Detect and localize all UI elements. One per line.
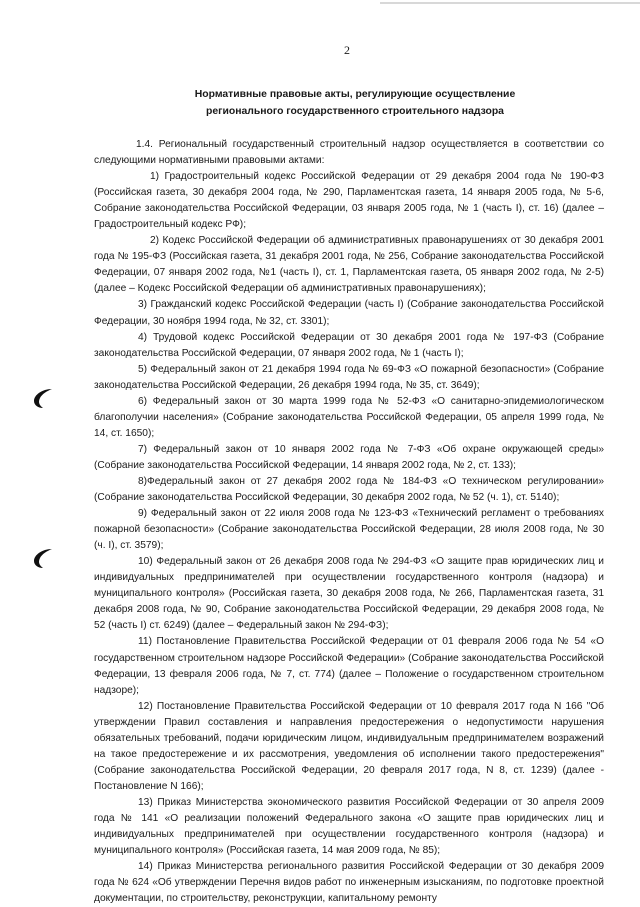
hole-punch-mark-lower: [30, 546, 56, 572]
hole-punch-mark-upper: [30, 386, 56, 412]
document-body: [94, 137, 604, 907]
paragraph-intro: 1.4. Региональный государственный строительный надзор осуществляется в соответствии со следующими нормативными правовыми актами:: [94, 139, 604, 167]
page-number: 2: [344, 43, 350, 57]
paragraph-item-1: 1) Градостроительный кодекс Российской Федерации от 29 декабря 2004 года № 190-ФЗ (Российская газета, 30 декабря 2004 года, № 290, Парламентская газета, 14 января 2005 года, № 5-6, Собрание законодательства Российской Федерации, 03 января 2005 года, № 1 (часть I), ст. 16) (далее – Градостроительный кодекс РФ);: [94, 171, 604, 231]
paragraph-item-11: 11) Постановление Правительства Российской Федерации от 01 февраля 2006 года № 54 «О государственном строительном надзоре Российской Федерации» (Собрание законодательства Российской Федерации, 13 февраля 2006 года, № 7, ст. 774) (далее – Положение о государственном строительном надзоре);: [94, 636, 604, 696]
paragraph-item-10: 10) Федеральный закон от 26 декабря 2008 года № 294-ФЗ «О защите прав юридических лиц и индивидуальных предпринимателей при осуществлении государственного контроля (надзора) и муниципального контроля» (Российская газета, 30 декабря 2008 года, № 266, Парламентская газета, 31 декабря 2008 года, № 90, Собрание законодательства Российской Федерации, 29 декабря 2008 года, № 52 (часть I) ст. 6249) (далее – Федеральный закон № 294-ФЗ);: [94, 556, 604, 632]
paragraph-item-4: 4) Трудовой кодекс Российской Федерации от 30 декабря 2001 года № 197-ФЗ (Собрание законодательства Российской Федерации, 07 января 2002 года, № 1 (часть I);: [94, 331, 604, 359]
paragraph-item-2: 2) Кодекс Российской Федерации об административных правонарушениях от 30 декабря 2001 года № 195-ФЗ (Российская газета, 31 декабря 2001 года, № 256, Собрание законодательства Российской Федерации, 07 января 2002 года, №1 (часть I), ст. 1, Парламентская газета, 05 января 2002 года, № 2-5) (далее – Кодекс Российской Федерации об административных правонарушениях);: [94, 235, 604, 295]
paragraph-item-14: 14) Приказ Министерства регионального развития Российской Федерации от 30 декабря 2009 года № 624 «Об утверждении Перечня видов работ по инженерным изысканиям, по подготовке проектной документации, по строительству, реконструкции, капитальному ремонту: [94, 861, 604, 905]
paragraph-item-5: 5) Федеральный закон от 21 декабря 1994 года № 69-ФЗ «О пожарной безопасности» (Собрание законодательства Российской Федерации, 26 декабря 1994 года, № 35, ст. 3649);: [94, 363, 604, 391]
document-heading: [150, 87, 560, 120]
heading-line-1: Нормативные правовые акты, регулирующие осуществление: [194, 89, 516, 100]
paragraph-item-7: 7) Федеральный закон от 10 января 2002 года № 7-ФЗ «Об охране окружающей среды» (Собрание законодательства Российской Федерации, 14 января 2002 года, № 2, ст. 133);: [94, 443, 604, 471]
paragraph-item-3: 3) Гражданский кодекс Российской Федерации (часть I) (Собрание законодательства Российской Федерации, 30 ноября 1994 года, № 32, ст. 3301);: [94, 299, 604, 327]
paragraph-item-6: 6) Федеральный закон от 30 марта 1999 года № 52-ФЗ «О санитарно-эпидемиологическом благополучии населения» (Собрание законодательства Российской Федерации, 05 апреля 1999 года, № 14, ст. 1650);: [94, 395, 604, 439]
paragraph-item-9: 9) Федеральный закон от 22 июля 2008 года № 123-ФЗ «Технический регламент о требованиях пожарной безопасности» (Собрание законодательства Российской Федерации, 28 июля 2008 года, № 30 (ч. I), ст. 3579);: [94, 508, 604, 552]
heading-line-2: регионального государственного строительного надзора: [206, 105, 504, 117]
paragraph-item-13: 13) Приказ Министерства экономического развития Российской Федерации от 30 апреля 2009 года № 141 «О реализации положений Федерального закона «О защите прав юридических лиц и индивидуальных предпринимателей при осуществлении государственного контроля (надзора) и муниципального контроля» (Российская газета, 14 мая 2009 года, № 85);: [94, 796, 604, 857]
scan-edge-line: [380, 2, 640, 4]
paragraph-item-8: 8)Федеральный закон от 27 декабря 2002 года № 184-ФЗ «О техническом регулировании» (Собрание законодательства Российской Федерации, 30 декабря 2002 года, № 52 (ч. 1), ст. 5140);: [94, 475, 604, 504]
paragraph-item-12: 12) Постановление Правительства Российской Федерации от 10 февраля 2017 года N 166 "Об утверждении Правил составления и направления предостережения о недопустимости нарушения обязательных требований, подачи юридическим лицом, индивидуальным предпринимателем возражений на такое предостережение и их рассмотрения, уведомления об исполнении такого предостережения" (Собрание законодательства Российской Федерации, 20 февраля 2017 года, N 8, ст. 1239) (далее - Постановление N 166);: [94, 700, 604, 792]
